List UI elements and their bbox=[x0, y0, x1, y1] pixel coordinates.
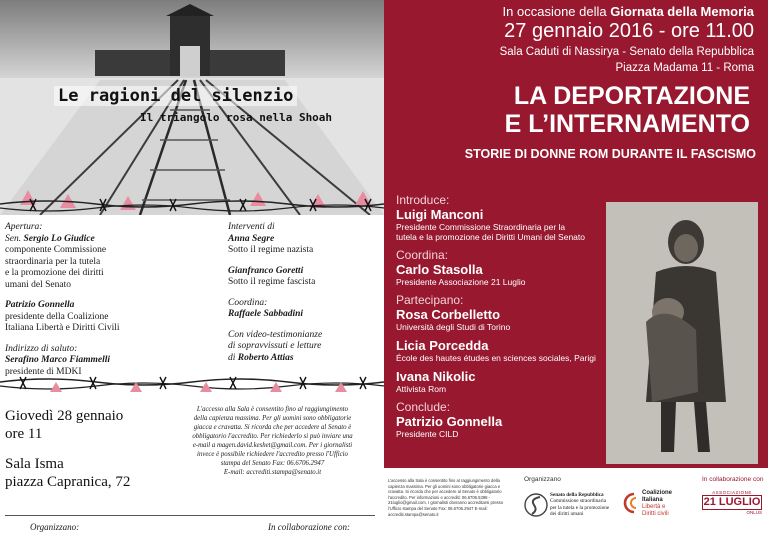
fiammelli-name: Serafino Marco Fiammelli bbox=[5, 355, 111, 365]
program-right-column: Interventi di Anna Segre Sotto il regime nazista Gianfranco Goretti Sotto il regime fascista Coordina: Raffaele Sabbadini Con video-testimonianze di sopravvissuti e letture di Roberto Attias bbox=[228, 222, 378, 364]
event-subtitle: Il triangolo rosa nella Shoah bbox=[140, 111, 333, 124]
main-title-line2: E L’INTERNAMENTO bbox=[504, 110, 750, 138]
senato-text: Senato della Repubblica Commissione straordinaria per la tutela e la promozione dei diritti umani bbox=[550, 492, 610, 518]
collab-label: In collaborazione con bbox=[702, 476, 764, 483]
main-title-line1: LA DEPORTAZIONE bbox=[513, 82, 750, 110]
organizzano-label: Organizzano: bbox=[30, 522, 80, 532]
apertura-label: Apertura: bbox=[5, 222, 43, 232]
goretti-name: Gianfranco Goretti bbox=[228, 265, 304, 276]
footer-small-text: L'accesso alla Sala è consentito fino al raggiungimento della capienza massima. Per gli uomini sono obbligatorie giacca e cravatta. Si ricorda che per accedere al Senato è obbligatorio l'accredito. Per informazioni e accrediti: 06.6706.5398 - 21luglio@gmail.com. I giornalisti dovranno accreditarsi presso l'Ufficio stampa del Senato Fax: 06.6706.2947 E-mail: accrediti.stampa@senato.it bbox=[388, 478, 504, 517]
apertura-speaker: Sen. Sergio Lo Giudice bbox=[5, 233, 95, 244]
header-occasion: In occasione della Giornata della Memoria bbox=[502, 4, 754, 19]
right-flyer bbox=[384, 0, 768, 468]
conclude-label: Conclude: bbox=[396, 400, 451, 414]
speakers: Introduce: Luigi Manconi Presidente Commissione Straordinaria per la tutela e la promozione dei Diritti Umani del Senato Coordina: Carlo Stasolla Presidente Associazione 21 Luglio Partecipano: Rosa Corbelletto Università degli Studi di Torino Licia Porcedda École des hautes études en sciences sociales, Parigi Ivana Nikolic Attivista Rom Conclude: Patrizio Gonnella Presidente CILD bbox=[396, 193, 611, 439]
senato-logo-icon bbox=[524, 490, 548, 520]
coordina-label: Coordina: bbox=[396, 248, 449, 262]
event-venue: Sala Isma piazza Capranica, 72 bbox=[5, 456, 131, 490]
corbelletto-name: Rosa Corbelletto bbox=[396, 307, 501, 322]
porceddu-name: Licia Porcedda bbox=[396, 338, 489, 353]
program-left-column: Apertura: Sen. Sergio Lo Giudice componente Commissione straordinaria per la tutela e la promozione dei diritti umani del Senato Patrizio Gonnella presidente della Coalizione Italiana Libertà e Diritti Civili Indirizzo di saluto: Serafino Marco Fiammelli presidente di MDKI bbox=[5, 222, 205, 378]
sabbadini-name: Raffaele Sabbadini bbox=[228, 309, 304, 319]
stasolla-name: Carlo Stasolla bbox=[396, 262, 483, 277]
mother-child-photo bbox=[606, 202, 758, 464]
auschwitz-railway-photo bbox=[0, 0, 384, 215]
associazione-logo: ASSOCIAZIONE 21 LUGLIO ONLUS bbox=[703, 490, 762, 515]
partecipano-label: Partecipano: bbox=[396, 293, 464, 307]
header-date: 27 gennaio 2016 - ore 11.00 bbox=[504, 20, 754, 42]
barbed-wire-top bbox=[0, 190, 384, 220]
lo-giudice-name: Sergio Lo Giudice bbox=[23, 233, 95, 244]
gonnella-name: Patrizio Gonnella bbox=[396, 414, 503, 429]
interventi-label: Interventi di bbox=[228, 222, 275, 232]
footer-divider bbox=[5, 515, 375, 516]
main-subtitle: STORIE DI DONNE ROM DURANTE IL FASCISMO bbox=[464, 147, 756, 161]
nikolic-name: Ivana Nikolic bbox=[396, 369, 476, 384]
barbed-wire-bottom bbox=[0, 368, 384, 398]
coordina-label: Coordina: bbox=[228, 297, 268, 308]
organizza-label: Organizzano bbox=[524, 476, 561, 483]
header-address: Piazza Madama 11 - Roma bbox=[615, 62, 754, 74]
cild-logo-icon bbox=[620, 490, 640, 516]
cild-text: Coalizione Italiana Libertà e Diritti civili bbox=[642, 490, 673, 517]
event-title: Le ragioni del silenzio bbox=[54, 86, 297, 106]
header-venue: Sala Caduti di Nassirya - Senato della Repubblica bbox=[499, 46, 754, 58]
attias-name: Roberto Attias bbox=[237, 352, 294, 363]
access-info: L'accesso alla Sala è consentito fino al raggiungimento della capienza massima. Per gli uomini sono obbligatorie giacca e cravatta. Si ricorda che per accedere al Senato è obbligatorio l'accredito. Per richiederlo si può inviare una e-mail a magen.david.keshet@gmail.com. Per i giornalisti invece è possibile richiedere l'accredito presso l'Ufficio stampa del Senato Fax: 06.6706.2947 E-mail: accrediti.stampa@senato.it bbox=[192, 406, 353, 476]
manconi-name: Luigi Manconi bbox=[396, 207, 484, 222]
right-footer bbox=[384, 468, 768, 543]
gonnella-name: Patrizio Gonnella bbox=[5, 300, 75, 310]
collaborazione-label: In collaborazione con: bbox=[268, 522, 350, 532]
segre-name: Anna Segre bbox=[228, 233, 275, 244]
saluto-label: Indirizzo di saluto: bbox=[5, 343, 78, 354]
introduce-label: Introduce: bbox=[396, 193, 450, 207]
event-date: Giovedì 28 gennaio ore 11 bbox=[5, 408, 124, 442]
